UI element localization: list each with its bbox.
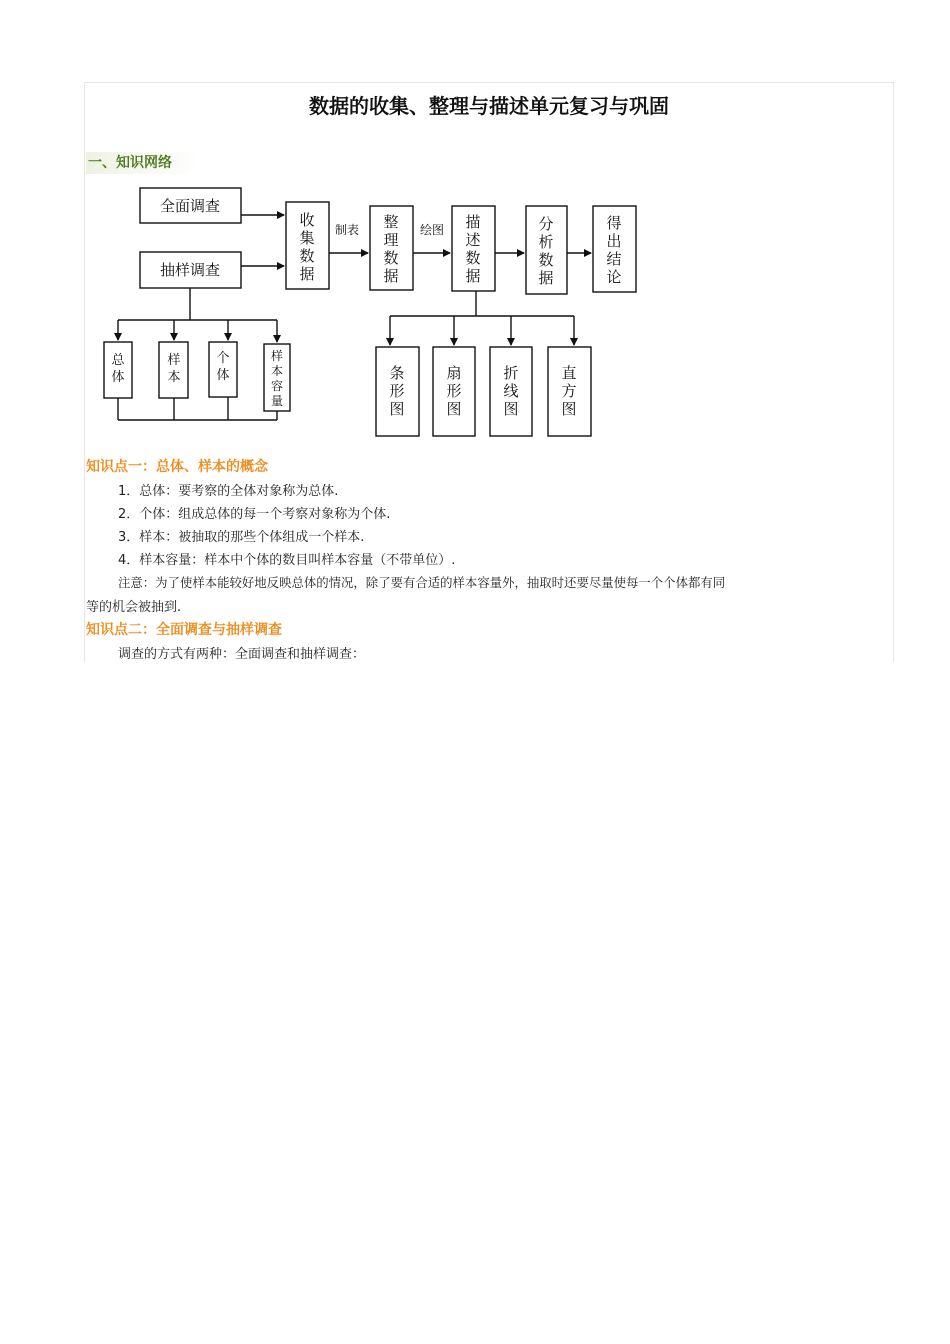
label-draw: 绘图 [419,223,445,237]
char-population-2: 体 [111,370,125,385]
kp1-note-line-2: 等的机会被抽到. [86,600,182,615]
char-sample-2: 本 [167,370,181,385]
char-analyze-4: 据 [538,269,554,287]
char-describe-4: 据 [465,267,481,285]
char-pie-chart-1: 扇 [446,364,462,382]
kp1-item-3: 3．样本：被抽取的那些个体组成一个样本. [118,530,365,545]
char-collect-2: 集 [299,229,315,247]
char-individual-2: 体 [216,368,230,383]
char-conclude-4: 论 [606,268,622,286]
char-sample-1: 样 [167,353,181,368]
char-describe-2: 述 [465,231,481,249]
char-histogram-3: 图 [561,400,577,418]
char-organize-2: 理 [383,231,399,249]
char-histogram-2: 方 [561,382,577,400]
char-collect-4: 据 [299,265,315,283]
char-line-chart-2: 线 [503,382,519,400]
knowledge-point-1-heading: 知识点一：总体、样本的概念 [86,459,268,475]
knowledge-network-diagram [84,180,644,442]
char-analyze-2: 析 [538,233,554,251]
char-pie-chart-2: 形 [446,382,462,400]
char-organize-1: 整 [383,213,399,231]
kp1-item-1: 1．总体：要考察的全体对象称为总体. [118,484,339,499]
char-bar-chart-3: 图 [389,400,405,418]
char-sample-size-2: 本 [270,364,284,378]
kp2-line-1: 调查的方式有两种：全面调查和抽样调查： [118,647,366,662]
char-pie-chart-3: 图 [446,400,462,418]
char-organize-3: 数 [383,249,399,267]
char-population-1: 总 [111,353,125,368]
knowledge-point-2-heading: 知识点二：全面调查与抽样调查 [86,622,282,638]
char-histogram-1: 直 [561,364,577,382]
char-organize-4: 据 [383,267,399,285]
char-sample-size-3: 容 [270,379,284,393]
section-heading-knowledge-network: 一、知识网络 [86,152,198,174]
label-sample-survey: 抽样调查 [159,261,221,279]
char-collect-1: 收 [299,211,315,229]
char-line-chart-3: 图 [503,400,519,418]
kp1-item-4: 4．样本容量：样本中个体的数目叫样本容量（不带单位）. [118,553,456,568]
char-analyze-3: 数 [538,251,554,269]
char-sample-size-1: 样 [270,349,284,363]
char-individual-1: 个 [216,351,230,366]
char-analyze-1: 分 [538,215,554,233]
char-describe-1: 描 [465,213,481,231]
kp1-item-2: 2．个体：组成总体的每一个考察对象称为个体. [118,507,391,522]
char-conclude-2: 出 [606,232,622,250]
char-conclude-1: 得 [606,214,622,232]
char-bar-chart-1: 条 [389,364,405,382]
char-bar-chart-2: 形 [389,382,405,400]
document-title: 数据的收集、整理与描述单元复习与巩固 [309,94,669,118]
label-full-survey: 全面调查 [159,197,221,215]
char-line-chart-1: 折 [503,364,519,382]
label-tabulate: 制表 [334,223,360,237]
char-describe-3: 数 [465,249,481,267]
char-conclude-3: 结 [606,250,622,268]
char-sample-size-4: 量 [270,394,284,408]
kp1-note-line-1: 注意：为了使样本能较好地反映总体的情况，除了要有合适的样本容量外，抽取时还要尽量使每一个个体都有同 [118,575,726,590]
char-collect-3: 数 [299,247,315,265]
